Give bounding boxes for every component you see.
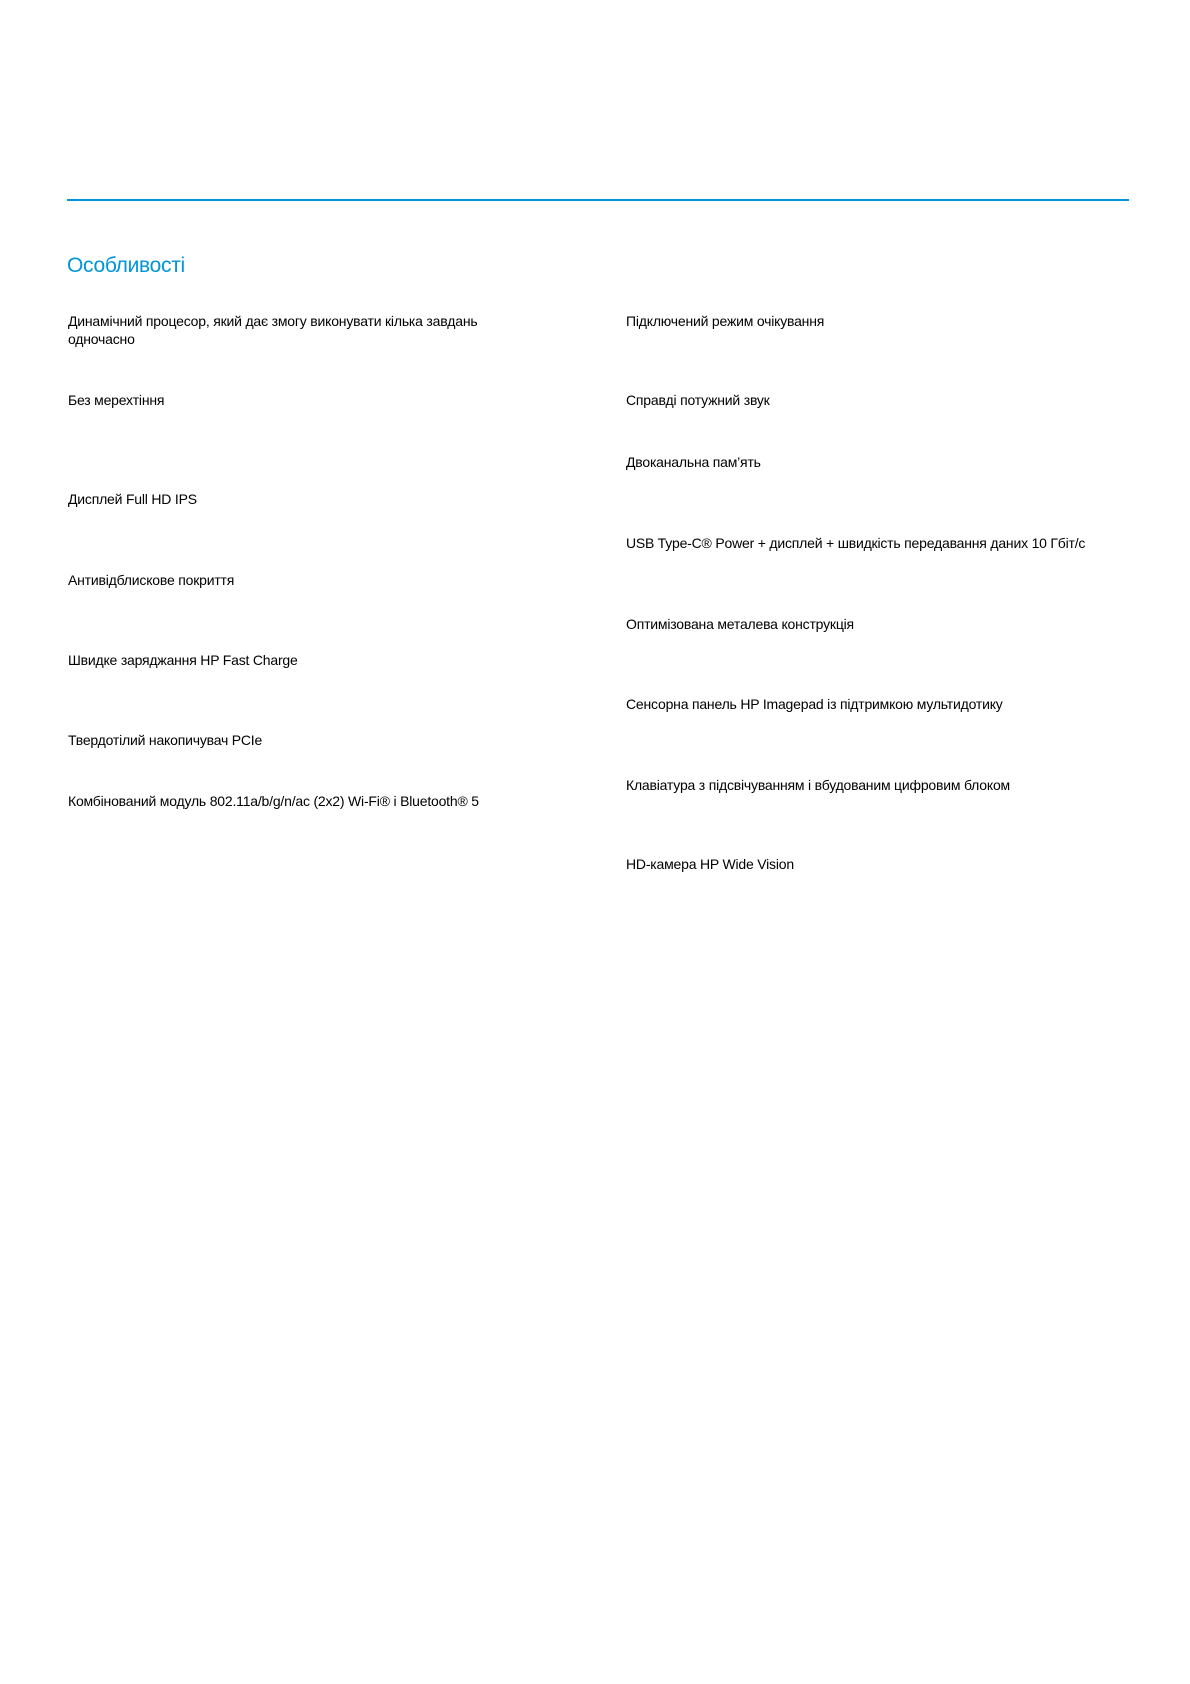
feature-item-right-3: Двоканальна пам’ять <box>626 454 761 470</box>
feature-item-left-1: Динамічний процесор, який дає змогу виконувати кілька завдань одночасно <box>68 313 478 347</box>
feature-item-right-1: Підключений режим очікування <box>626 313 825 329</box>
feature-item-right-2: Справді потужний звук <box>626 392 770 408</box>
feature-item-left-3: Дисплей Full HD IPS <box>68 491 197 507</box>
top-divider <box>67 199 1129 201</box>
feature-item-left-4: Антивідблискове покриття <box>68 572 235 588</box>
feature-item-left-2: Без мерехтіння <box>68 392 165 408</box>
feature-item-right-7: Клавіатура з підсвічуванням і вбудованим цифровим блоком <box>626 777 1010 793</box>
feature-item-left-6: Твердотілий накопичувач PCIe <box>68 732 263 748</box>
feature-item-right-4: USB Type‑C® Power + дисплей + швидкість передавання даних 10 Гбіт/с <box>626 535 1086 551</box>
section-title: Особливості <box>67 254 185 277</box>
feature-item-left-7: Комбінований модуль 802.11a/b/g/n/ac (2x2) Wi‑Fi® і Bluetooth® 5 <box>68 793 479 809</box>
feature-item-left-5: Швидке заряджання HP Fast Charge <box>68 652 298 668</box>
feature-item-right-5: Оптимізована металева конструкція <box>626 616 854 632</box>
feature-item-right-8: HD‑камера HP Wide Vision <box>626 856 794 872</box>
feature-item-right-6: Сенсорна панель HP Imagepad із підтримкою мультидотику <box>626 696 1003 712</box>
